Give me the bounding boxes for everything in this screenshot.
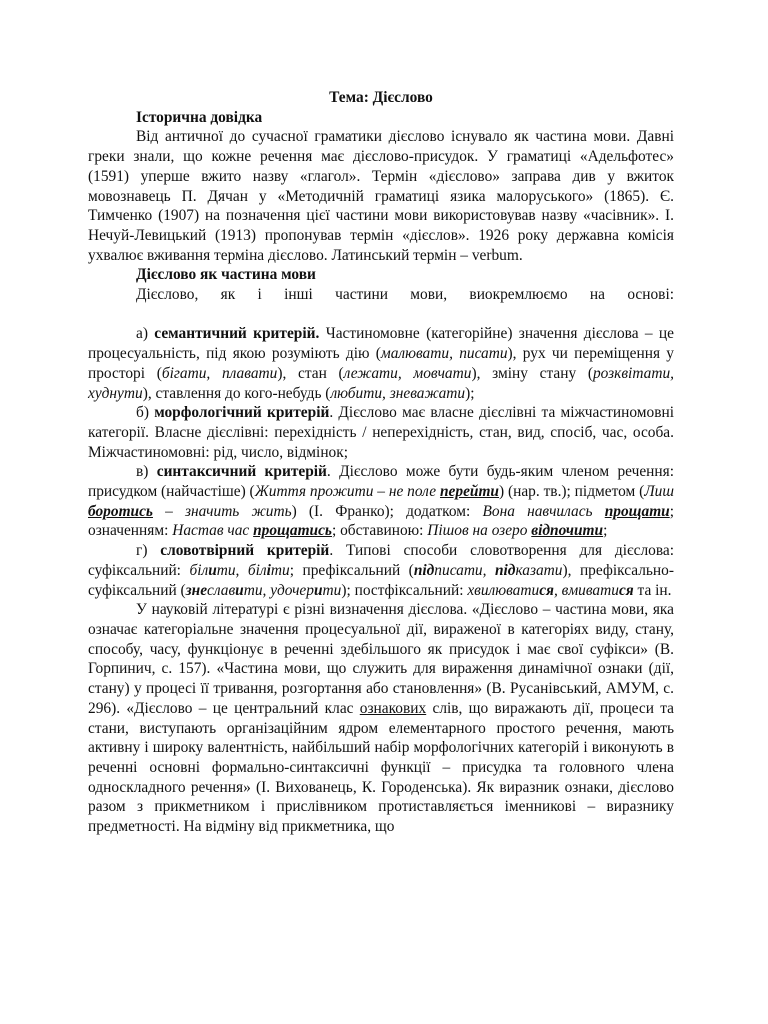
criterion-a-text: ), зміну стану ( bbox=[471, 364, 593, 382]
example-highlight: перейти bbox=[439, 483, 499, 501]
example-text: казати bbox=[515, 561, 563, 579]
example-text: ти, біл bbox=[216, 561, 267, 579]
example-highlight: ся bbox=[618, 581, 634, 599]
example-text: бігати, плавати bbox=[161, 364, 278, 382]
example-highlight: зне bbox=[185, 581, 208, 599]
example-highlight: ся bbox=[539, 581, 554, 599]
example-text: малювати, писати bbox=[380, 345, 508, 363]
underlined-term: ознакових bbox=[359, 699, 427, 717]
example-highlight: під bbox=[494, 561, 516, 579]
example-highlight: и bbox=[313, 581, 323, 599]
paragraph-criterion-c bbox=[88, 462, 674, 541]
criterion-c-text: ) (нар. тв.); підметом ( bbox=[499, 483, 645, 501]
paragraph-criterion-d bbox=[88, 541, 674, 600]
example-highlight: прощатись bbox=[253, 522, 332, 540]
example-text: любити, зневажати bbox=[330, 384, 466, 402]
example-text: Пішов на озеро bbox=[427, 522, 532, 540]
criterion-a-text: ), рух чи переміщення у просторі ( bbox=[88, 345, 674, 382]
criterion-c-text: . Дієслово може бути будь-яким членом речення: присудком (найчастіше) ( bbox=[88, 463, 674, 501]
example-text: писати, bbox=[434, 561, 495, 579]
example-text: Вона навчилась bbox=[482, 502, 605, 520]
criterion-b-marker: б) bbox=[136, 404, 149, 422]
criterion-d-text: ; префіксальний ( bbox=[289, 561, 414, 579]
example-text: хвилювати bbox=[467, 581, 540, 599]
criterion-a-text: ), ставлення до кого-небудь ( bbox=[142, 384, 331, 402]
example-text: слав bbox=[207, 581, 236, 599]
page-title: Тема: Дієслово bbox=[329, 89, 433, 106]
criterion-b-text: . Дієслово має власне дієслівні та міжчастиномовні категорії. Власне дієслівні: перехідність / неперехідність, стан, вид, спосіб, час, особа. Міжчастиномовні: рід, число, відмінок; bbox=[88, 404, 674, 461]
example-highlight: и bbox=[235, 581, 244, 599]
example-text: Життя прожити – не поле bbox=[254, 483, 440, 501]
paragraph-definitions bbox=[88, 600, 674, 836]
example-highlight: відпочити bbox=[531, 522, 604, 540]
criterion-d-text: ); постфіксальний: bbox=[341, 581, 468, 599]
paragraph-criterion-b bbox=[88, 403, 674, 462]
definitions-text: У науковій літературі є різні визначення дієслова. «Дієслово – частина мови, яка означає категоріальне значення процесуальної дії, вираженої в категоріях виду, стану, способу, часу, функціонує в реченні здебільшого як присудок і має свої суфікси» (В. Горпинич, с. 157). «Частина мови, що служить для вираження динамічної ознаки (дії, стану) у процесі її тривання, розгортання або становлення» (В. Русанівський, АМУМ, с. 296). «Дієслово – це центральний клас bbox=[88, 601, 674, 717]
example-text: ти bbox=[270, 561, 290, 579]
example-text: – значить жить bbox=[152, 502, 292, 520]
criterion-d-text: . Типові способи словотворення для дієслова: суфіксальний: bbox=[88, 542, 674, 579]
criterion-d-text: та ін. bbox=[633, 581, 672, 599]
criterion-a-text: ); bbox=[465, 384, 475, 402]
criterion-c-text: ; bbox=[603, 522, 608, 540]
criterion-d-name: словотвірний критерій bbox=[160, 542, 330, 560]
example-text: ти bbox=[322, 581, 342, 599]
criterion-d-text: ), префіксально-суфіксальний ( bbox=[88, 561, 674, 599]
example-highlight: прощати bbox=[604, 502, 670, 520]
criterion-a-text: ), стан ( bbox=[277, 364, 344, 382]
document-page bbox=[88, 88, 674, 837]
example-highlight: і bbox=[266, 561, 271, 579]
example-text: Лиш bbox=[644, 483, 674, 501]
criterion-c-text: ) (І. Франко); додатком: bbox=[291, 502, 483, 520]
criterion-c-text: ; обставиною: bbox=[331, 522, 428, 540]
paragraph-history: Від античної до сучасної граматики дієслово існувало як частина мови. Давні греки знали, що кожне речення має дієслово-присудок. У граматиці «Адельфотес» (1591) уперше вжито назву «глагол». Термін «дієслово» заправа див у вжиток мовознавець П. Дячан у «Методичній граматиці язика малоруського» (1865). Є. Тимченко (1907) на позначення цієї частини мови використовував назву «часівник». І. Нечуй-Левицький (1913) пропонував термін «дієслов». 1926 року державна комісія ухвалює вживання терміна дієслово. Латинський термін – verbum. bbox=[88, 128, 674, 264]
heading-part-of-speech: Дієслово як частина мови bbox=[136, 266, 316, 284]
heading-history: Історична довідка bbox=[136, 108, 263, 126]
example-text: біл bbox=[189, 561, 209, 579]
criterion-b-name: морфологічний критерій bbox=[154, 404, 330, 422]
example-text: , вмивати bbox=[553, 581, 619, 599]
example-text: Настав час bbox=[172, 522, 254, 540]
example-text: ти, удочер bbox=[243, 581, 314, 599]
paragraph-intro: Дієслово, як і інші частини мови, виокремлюємо на основі: bbox=[136, 286, 674, 304]
definitions-text: слів, що виражають дії, процеси та стани, виступають організаційним ядром елементарного простого речення, мають активну і широку валентність, найбільший набір морфологічних категорій і виконують в реченні основні формально-синтаксичні функції – присудка та головного члена односкладного речення» (І. Вихованець, К. Городенська). Як виразник ознаки, дієслово разом з прикметником і прислівником протиставляється іменникові – виразнику предметності. На відміну від прикметника, що bbox=[88, 699, 674, 836]
criterion-c-marker: в) bbox=[136, 463, 149, 481]
example-text: розквітати, худнути bbox=[88, 364, 674, 402]
criterion-c-text: ; означенням: bbox=[88, 502, 675, 540]
example-highlight: під bbox=[413, 561, 435, 579]
criterion-d-marker: г) bbox=[136, 542, 148, 560]
criterion-a-text: Частиномовне (категорійне) значення дієслова – це процесуальність, під якою розуміють дію ( bbox=[88, 325, 674, 363]
criterion-c-name: синтаксичний критерій bbox=[156, 463, 327, 481]
paragraph-criterion-a bbox=[88, 324, 674, 403]
example-text: лежати, мовчати bbox=[343, 364, 472, 382]
criterion-a-name: семантичний критерій. bbox=[154, 325, 320, 343]
example-highlight: боротись bbox=[88, 502, 153, 520]
criterion-a-marker: а) bbox=[136, 325, 148, 343]
example-highlight: и bbox=[208, 561, 217, 579]
